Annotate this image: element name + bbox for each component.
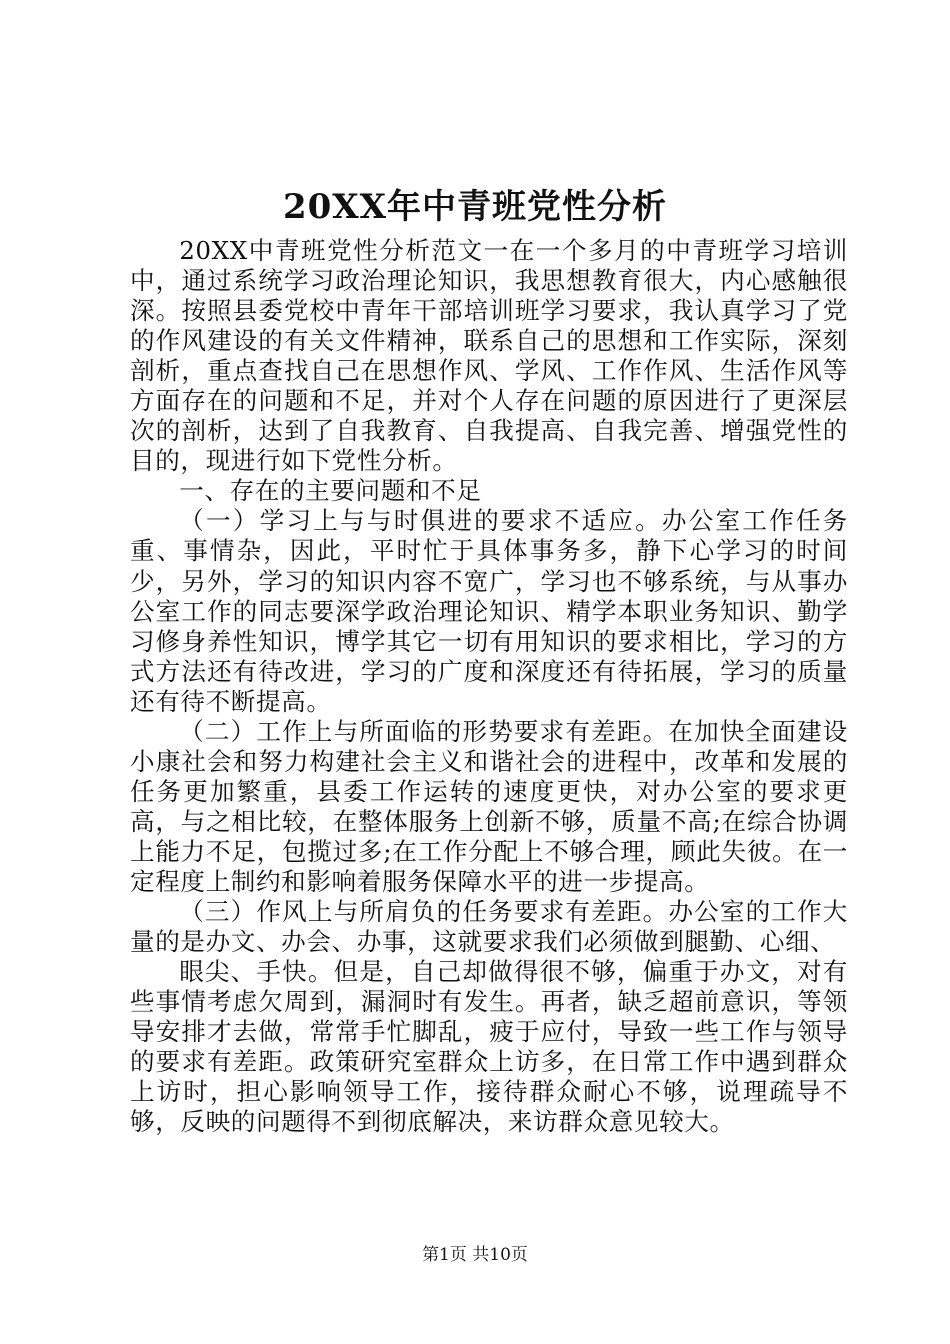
document-title: 20XX年中青班党性分析	[282, 187, 668, 227]
document-body	[130, 236, 848, 1137]
paragraph-intro: 20XX中青班党性分析范文一在一个多月的中青班学习培训中，通过系统学习政治理论知识，我思想教育很大，内心感触很深。按照县委党校中青年干部培训班学习要求，我认真学习了党的作风建设的有关文件精神，联系自己的思想和工作实际，深刻剖析，重点查找自己在思想作风、学风、工作作风、生活作风等方面存在的问题和不足，并对个人存在问题的原因进行了更深层次的剖析，达到了自我教育、自我提高、自我完善、增强党性的目的，现进行如下党性分析。	[130, 236, 848, 476]
paragraph-item-1: （一）学习上与与时俱进的要求不适应。办公室工作任务重、事情杂，因此，平时忙于具体事务多，静下心学习的时间少，另外，学习的知识内容不宽广，学习也不够系统，与从事办公室工作的同志要深学政治理论知识、精学本职业务知识、勤学习修身养性知识，博学其它一切有用知识的要求相比，学习的方式方法还有待改进，学习的广度和深度还有待拓展，学习的质量还有待不断提高。	[130, 506, 848, 716]
paragraph-item-3: （三）作风上与所肩负的任务要求有差距。办公室的工作大量的是办文、办会、办事，这就要求我们必须做到腿勤、心细、	[130, 897, 848, 957]
page-number-footer: 第1页 共10页	[422, 1245, 528, 1265]
section-heading: 一、存在的主要问题和不足	[179, 476, 482, 506]
paragraph-item-2: （二）工作上与所面临的形势要求有差距。在加快全面建设小康社会和努力构建社会主义和谐社会的进程中，改革和发展的任务更加繁重，县委工作运转的速度更快，对办公室的要求更高，与之相比较，在整体服务上创新不够，质量不高;在综合协调上能力不足，包揽过多;在工作分配上不够合理，顾此失彼。在一定程度上制约和影响着服务保障水平的进一步提高。	[130, 716, 848, 896]
paragraph-item-3-continued: 眼尖、手快。但是，自己却做得很不够，偏重于办文，对有些事情考虑欠周到，漏洞时有发生。再者，缺乏超前意识，等领导安排才去做，常常手忙脚乱，疲于应付，导致一些工作与领导的要求有差距。政策研究室群众上访多，在日常工作中遇到群众上访时，担心影响领导工作，接待群众耐心不够，说理疏导不够，反映的问题得不到彻底解决，来访群众意见较大。	[130, 957, 848, 1137]
